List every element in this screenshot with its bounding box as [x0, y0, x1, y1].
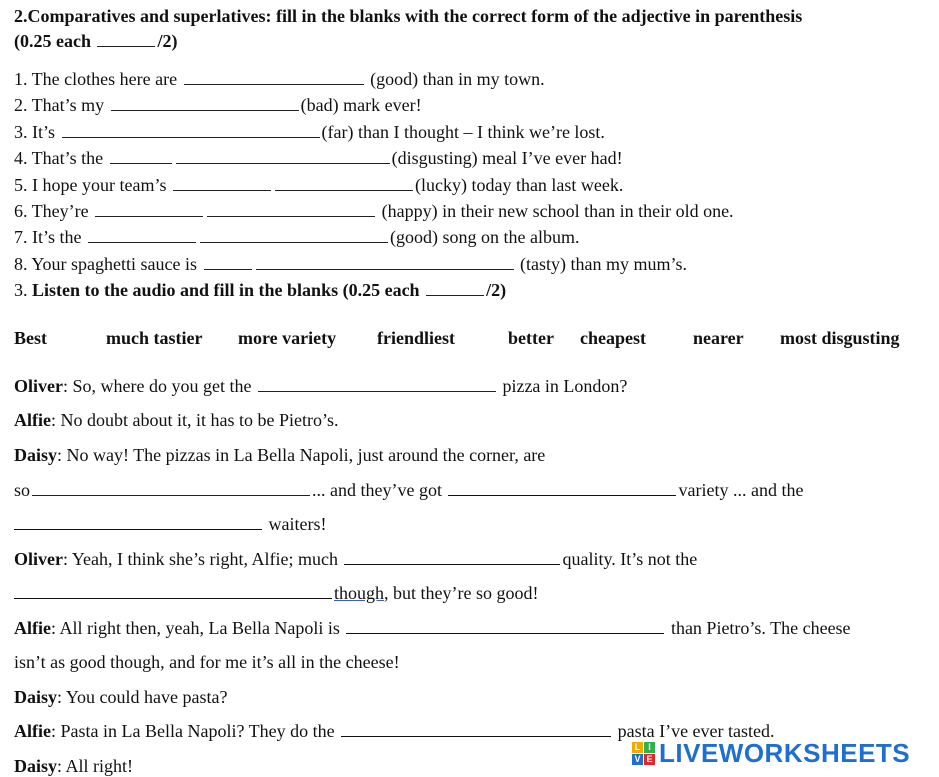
score-blank[interactable]	[426, 280, 484, 296]
item-text: 3. It’s	[14, 122, 60, 142]
logo-mark-letter: E	[644, 754, 655, 765]
item-5	[14, 174, 623, 196]
dialogue-text: than Pietro’s. The cheese	[666, 618, 851, 638]
dialogue-text: : Yeah, I think she’s right, Alfie; much	[62, 549, 343, 569]
answer-blank[interactable]	[62, 122, 320, 138]
word-bank-item: friendliest	[377, 328, 455, 348]
speaker-name: Alfie	[14, 618, 51, 638]
dialogue-line-5	[14, 513, 326, 535]
dialogue-line-8	[14, 617, 851, 639]
item-text: (bad) mark ever!	[300, 95, 422, 115]
answer-blank[interactable]	[341, 721, 611, 737]
item-text: (good) song on the album.	[390, 227, 580, 247]
answer-blank[interactable]	[14, 514, 262, 530]
section3-title	[14, 279, 506, 301]
item-3	[14, 121, 605, 143]
section2-score	[14, 30, 177, 52]
dialogue-line-12	[14, 755, 133, 777]
dialogue-text: , but they’re so good!	[384, 583, 539, 603]
answer-blank[interactable]	[95, 201, 203, 217]
section3-number: 3.	[14, 280, 32, 300]
speaker-name: Daisy	[14, 445, 58, 465]
logo-mark-letter: I	[644, 742, 655, 753]
liveworksheets-logo-icon	[632, 742, 655, 765]
dialogue-text: : No doubt about it, it has to be Pietro’s.	[50, 410, 339, 430]
logo-text: LIVEWORKSHEETS	[659, 738, 911, 768]
item-text: 7. It’s the	[14, 227, 86, 247]
item-text: 1. The clothes here are	[14, 69, 182, 89]
speaker-name: Alfie	[14, 721, 51, 741]
section2-title	[14, 5, 802, 27]
item-text: (happy) in their new school than in their old one.	[377, 201, 734, 221]
item-6	[14, 200, 734, 222]
dialogue-text: isn’t as good though, and for me it’s all in the cheese!	[14, 652, 400, 672]
answer-blank[interactable]	[448, 480, 676, 496]
item-7	[14, 226, 579, 248]
dialogue-line-3	[14, 444, 545, 466]
item-text: (lucky) today than last week.	[414, 175, 624, 195]
word-bank-item: most disgusting	[780, 328, 900, 348]
section2-score-label: (0.25 each	[14, 31, 96, 51]
dialogue-text: pizza in London?	[497, 376, 628, 396]
word-bank-item: better	[508, 328, 554, 348]
answer-blank[interactable]	[111, 95, 299, 111]
dialogue-line-10	[14, 686, 228, 708]
dialogue-line-1	[14, 375, 627, 397]
answer-blank[interactable]	[88, 227, 196, 243]
answer-blank[interactable]	[110, 148, 172, 164]
speaker-name: Daisy	[14, 756, 58, 776]
word-bank-item: more variety	[238, 328, 337, 348]
word-bank-item: nearer	[693, 328, 744, 348]
dialogue-text: : No way! The pizzas in La Bella Napoli, just around the corner, are	[57, 445, 546, 465]
section2-title-text: 2.Comparatives and superlatives: fill in the blanks with the correct form of the adjective in parenthesis	[14, 6, 803, 26]
word-bank-item: much tastier	[106, 328, 203, 348]
dialogue-text: variety ... and the	[678, 480, 804, 500]
answer-blank[interactable]	[258, 376, 496, 392]
item-text: 4. That’s the	[14, 148, 108, 168]
answer-blank[interactable]	[14, 583, 332, 599]
item-text: (far) than I thought – I think we’re lost.	[321, 122, 605, 142]
dialogue-text: : All right!	[57, 756, 134, 776]
item-text: 5. I hope your team’s	[14, 175, 171, 195]
item-text: (disgusting) meal I’ve ever had!	[391, 148, 623, 168]
logo-mark-letter: L	[632, 742, 643, 753]
speaker-name: Daisy	[14, 687, 58, 707]
answer-blank[interactable]	[184, 69, 364, 85]
dialogue-text: quality. It’s not the	[562, 549, 698, 569]
item-text: 2. That’s my	[14, 95, 109, 115]
section3-score-total: /2)	[486, 280, 507, 300]
speaker-name: Oliver	[14, 549, 63, 569]
section2-score-total: /2)	[157, 31, 178, 51]
dialogue-text: so	[14, 480, 31, 500]
dialogue-line-4	[14, 479, 803, 501]
item-8	[14, 253, 687, 275]
dialogue-line-7	[14, 582, 538, 604]
section3-title-text: Listen to the audio and fill in the blanks (0.25 each	[32, 280, 425, 300]
item-2	[14, 94, 422, 116]
word-bank-item: Best	[14, 328, 47, 348]
speaker-name: Oliver	[14, 376, 63, 396]
item-text: (good) than in my town.	[365, 69, 545, 89]
item-text: 8. Your spaghetti sauce is	[14, 254, 202, 274]
score-blank[interactable]	[97, 31, 155, 47]
dialogue-line-6	[14, 548, 697, 570]
dialogue-text: : Pasta in La Bella Napoli? They do the	[50, 721, 340, 741]
answer-blank[interactable]	[176, 148, 390, 164]
item-text: 6. They’re	[14, 201, 94, 221]
liveworksheets-logo	[632, 738, 910, 769]
answer-blank[interactable]	[344, 549, 560, 565]
word-bank-item: cheapest	[580, 328, 646, 348]
dialogue-line-2	[14, 409, 338, 431]
answer-blank[interactable]	[275, 175, 413, 191]
dialogue-line-9	[14, 651, 400, 673]
dialogue-text: ... and they’ve got	[312, 480, 447, 500]
answer-blank[interactable]	[346, 618, 664, 634]
item-text: (tasty) than my mum’s.	[515, 254, 687, 274]
answer-blank[interactable]	[173, 175, 271, 191]
answer-blank[interactable]	[204, 254, 252, 270]
answer-blank[interactable]	[200, 227, 388, 243]
dialogue-text: : All right then, yeah, La Bella Napoli is	[50, 618, 345, 638]
answer-blank[interactable]	[256, 254, 514, 270]
dialogue-text: waiters!	[264, 514, 327, 534]
item-4	[14, 147, 623, 169]
dialogue-text: : You could have pasta?	[57, 687, 228, 707]
speaker-name: Alfie	[14, 410, 51, 430]
dialogue-text: : So, where do you get the	[62, 376, 256, 396]
logo-mark-letter: V	[632, 754, 643, 765]
answer-blank[interactable]	[207, 201, 375, 217]
answer-blank[interactable]	[32, 480, 310, 496]
dialogue-text: pasta I’ve ever tasted.	[613, 721, 775, 741]
item-1	[14, 68, 545, 90]
dialogue-text-underlined: though	[334, 583, 385, 603]
